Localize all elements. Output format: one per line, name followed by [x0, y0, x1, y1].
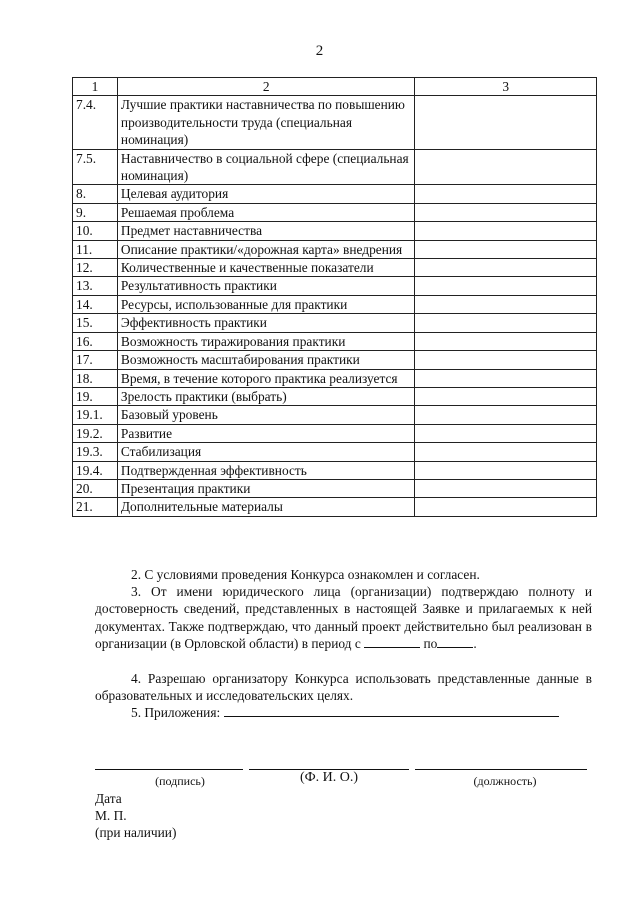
row-item-text: Количественные и качественные показатели: [117, 259, 415, 277]
table-row: [73, 295, 597, 313]
row-value-cell[interactable]: [415, 314, 597, 332]
row-value-cell[interactable]: [415, 149, 597, 185]
paragraph-attachments: [95, 704, 592, 721]
row-number: 21.: [73, 498, 118, 516]
row-item-text: Целевая аудитория: [117, 185, 415, 203]
table-row: [73, 277, 597, 295]
position-line[interactable]: [415, 769, 587, 770]
stamp-label: М. П.: [95, 808, 127, 823]
row-item-text: Развитие: [117, 424, 415, 442]
row-number: 19.2.: [73, 424, 118, 442]
table-row: [73, 203, 597, 221]
column-header-number: 1: [73, 78, 118, 96]
row-value-cell[interactable]: [415, 332, 597, 350]
table-row: [73, 185, 597, 203]
paragraph-permission: 4. Разрешаю организатору Конкурса использовать представленные данные в образовательных и исследовательских целях.: [95, 671, 592, 704]
row-number: 9.: [73, 203, 118, 221]
row-item-text: Решаемая проблема: [117, 203, 415, 221]
application-table: [72, 77, 597, 517]
period-start-field[interactable]: [364, 635, 420, 648]
row-number: 19.3.: [73, 443, 118, 461]
row-value-cell[interactable]: [415, 351, 597, 369]
row-item-text: Время, в течение которого практика реализуется: [117, 369, 415, 387]
row-item-text: Зрелость практики (выбрать): [117, 387, 415, 405]
table-row: [73, 406, 597, 424]
column-header-item: 2: [117, 78, 415, 96]
row-number: 19.: [73, 387, 118, 405]
row-value-cell[interactable]: [415, 406, 597, 424]
attachments-field[interactable]: [224, 704, 559, 717]
row-number: 11.: [73, 240, 118, 258]
table-row: [73, 332, 597, 350]
row-number: 12.: [73, 259, 118, 277]
row-number: 16.: [73, 332, 118, 350]
row-item-text: Подтвержденная эффективность: [117, 461, 415, 479]
table-row: [73, 461, 597, 479]
period-to-word: по: [423, 636, 438, 652]
row-value-cell[interactable]: [415, 222, 597, 240]
row-value-cell[interactable]: [415, 369, 597, 387]
if-any-label: (при наличии): [95, 825, 177, 840]
row-value-cell[interactable]: [415, 240, 597, 258]
row-item-text: Результативность практики: [117, 277, 415, 295]
row-item-text: Предмет наставничества: [117, 222, 415, 240]
table-row: [73, 149, 597, 185]
row-number: 19.4.: [73, 461, 118, 479]
row-number: 8.: [73, 185, 118, 203]
confirmation-text: 3. От имени юридического лица (организации) подтверждаю полноту и достоверность сведений, представленных в настоящей Заявке и прилагаемых к ней документах. Также подтверждаю, что данный проект действительно был реализован в организации (в Орловской области) в период с: [95, 584, 592, 652]
row-item-text: Дополнительные материалы: [117, 498, 415, 516]
row-number: 7.5.: [73, 149, 118, 185]
row-value-cell[interactable]: [415, 277, 597, 295]
table-row: [73, 387, 597, 405]
row-item-text: Возможность тиражирования практики: [117, 332, 415, 350]
row-number: 15.: [73, 314, 118, 332]
row-item-text: Описание практики/«дорожная карта» внедрения: [117, 240, 415, 258]
row-number: 7.4.: [73, 96, 118, 149]
paragraph-agreement: 2. С условиями проведения Конкурса ознакомлен и согласен.: [131, 567, 480, 582]
row-value-cell[interactable]: [415, 203, 597, 221]
row-number: 13.: [73, 277, 118, 295]
table-row: [73, 96, 597, 149]
table-row: [73, 498, 597, 516]
period-end-field[interactable]: [437, 635, 473, 648]
table-row: [73, 222, 597, 240]
row-value-cell[interactable]: [415, 295, 597, 313]
row-number: 10.: [73, 222, 118, 240]
table-row: [73, 369, 597, 387]
signature-line[interactable]: [95, 769, 243, 770]
row-number: 14.: [73, 295, 118, 313]
row-value-cell[interactable]: [415, 387, 597, 405]
position-label: (должность): [473, 774, 537, 788]
row-number: 17.: [73, 351, 118, 369]
row-number: 19.1.: [73, 406, 118, 424]
page-number: 2: [315, 43, 324, 59]
paragraph-confirmation: [95, 583, 592, 653]
date-label: Дата: [95, 791, 122, 806]
row-item-text: Возможность масштабирования практики: [117, 351, 415, 369]
period-end-dot: .: [473, 636, 477, 652]
row-item-text: Наставничество в социальной сфере (специальная номинация): [117, 149, 415, 185]
row-item-text: Стабилизация: [117, 443, 415, 461]
attachments-label: 5. Приложения:: [131, 705, 221, 720]
column-header-value: 3: [415, 78, 597, 96]
row-value-cell[interactable]: [415, 498, 597, 516]
row-number: 20.: [73, 479, 118, 497]
row-item-text: Ресурсы, использованные для практики: [117, 295, 415, 313]
row-item-text: Базовый уровень: [117, 406, 415, 424]
row-value-cell[interactable]: [415, 479, 597, 497]
row-item-text: Презентация практики: [117, 479, 415, 497]
row-item-text: Эффективность практики: [117, 314, 415, 332]
row-value-cell[interactable]: [415, 461, 597, 479]
table-row: [73, 479, 597, 497]
row-item-text: Лучшие практики наставничества по повышению производительности труда (специальная номинация): [117, 96, 415, 149]
row-value-cell[interactable]: [415, 96, 597, 149]
table-row: [73, 424, 597, 442]
fio-label: (Ф. И. О.): [299, 770, 359, 785]
table-row: [73, 314, 597, 332]
table-row: [73, 240, 597, 258]
row-value-cell[interactable]: [415, 424, 597, 442]
table-header-row: [73, 78, 597, 96]
row-value-cell[interactable]: [415, 443, 597, 461]
table-row: [73, 351, 597, 369]
row-value-cell[interactable]: [415, 185, 597, 203]
row-value-cell[interactable]: [415, 259, 597, 277]
signature-label: (подпись): [155, 774, 205, 788]
table-body: [73, 96, 597, 516]
table-row: [73, 443, 597, 461]
row-number: 18.: [73, 369, 118, 387]
table-row: [73, 259, 597, 277]
